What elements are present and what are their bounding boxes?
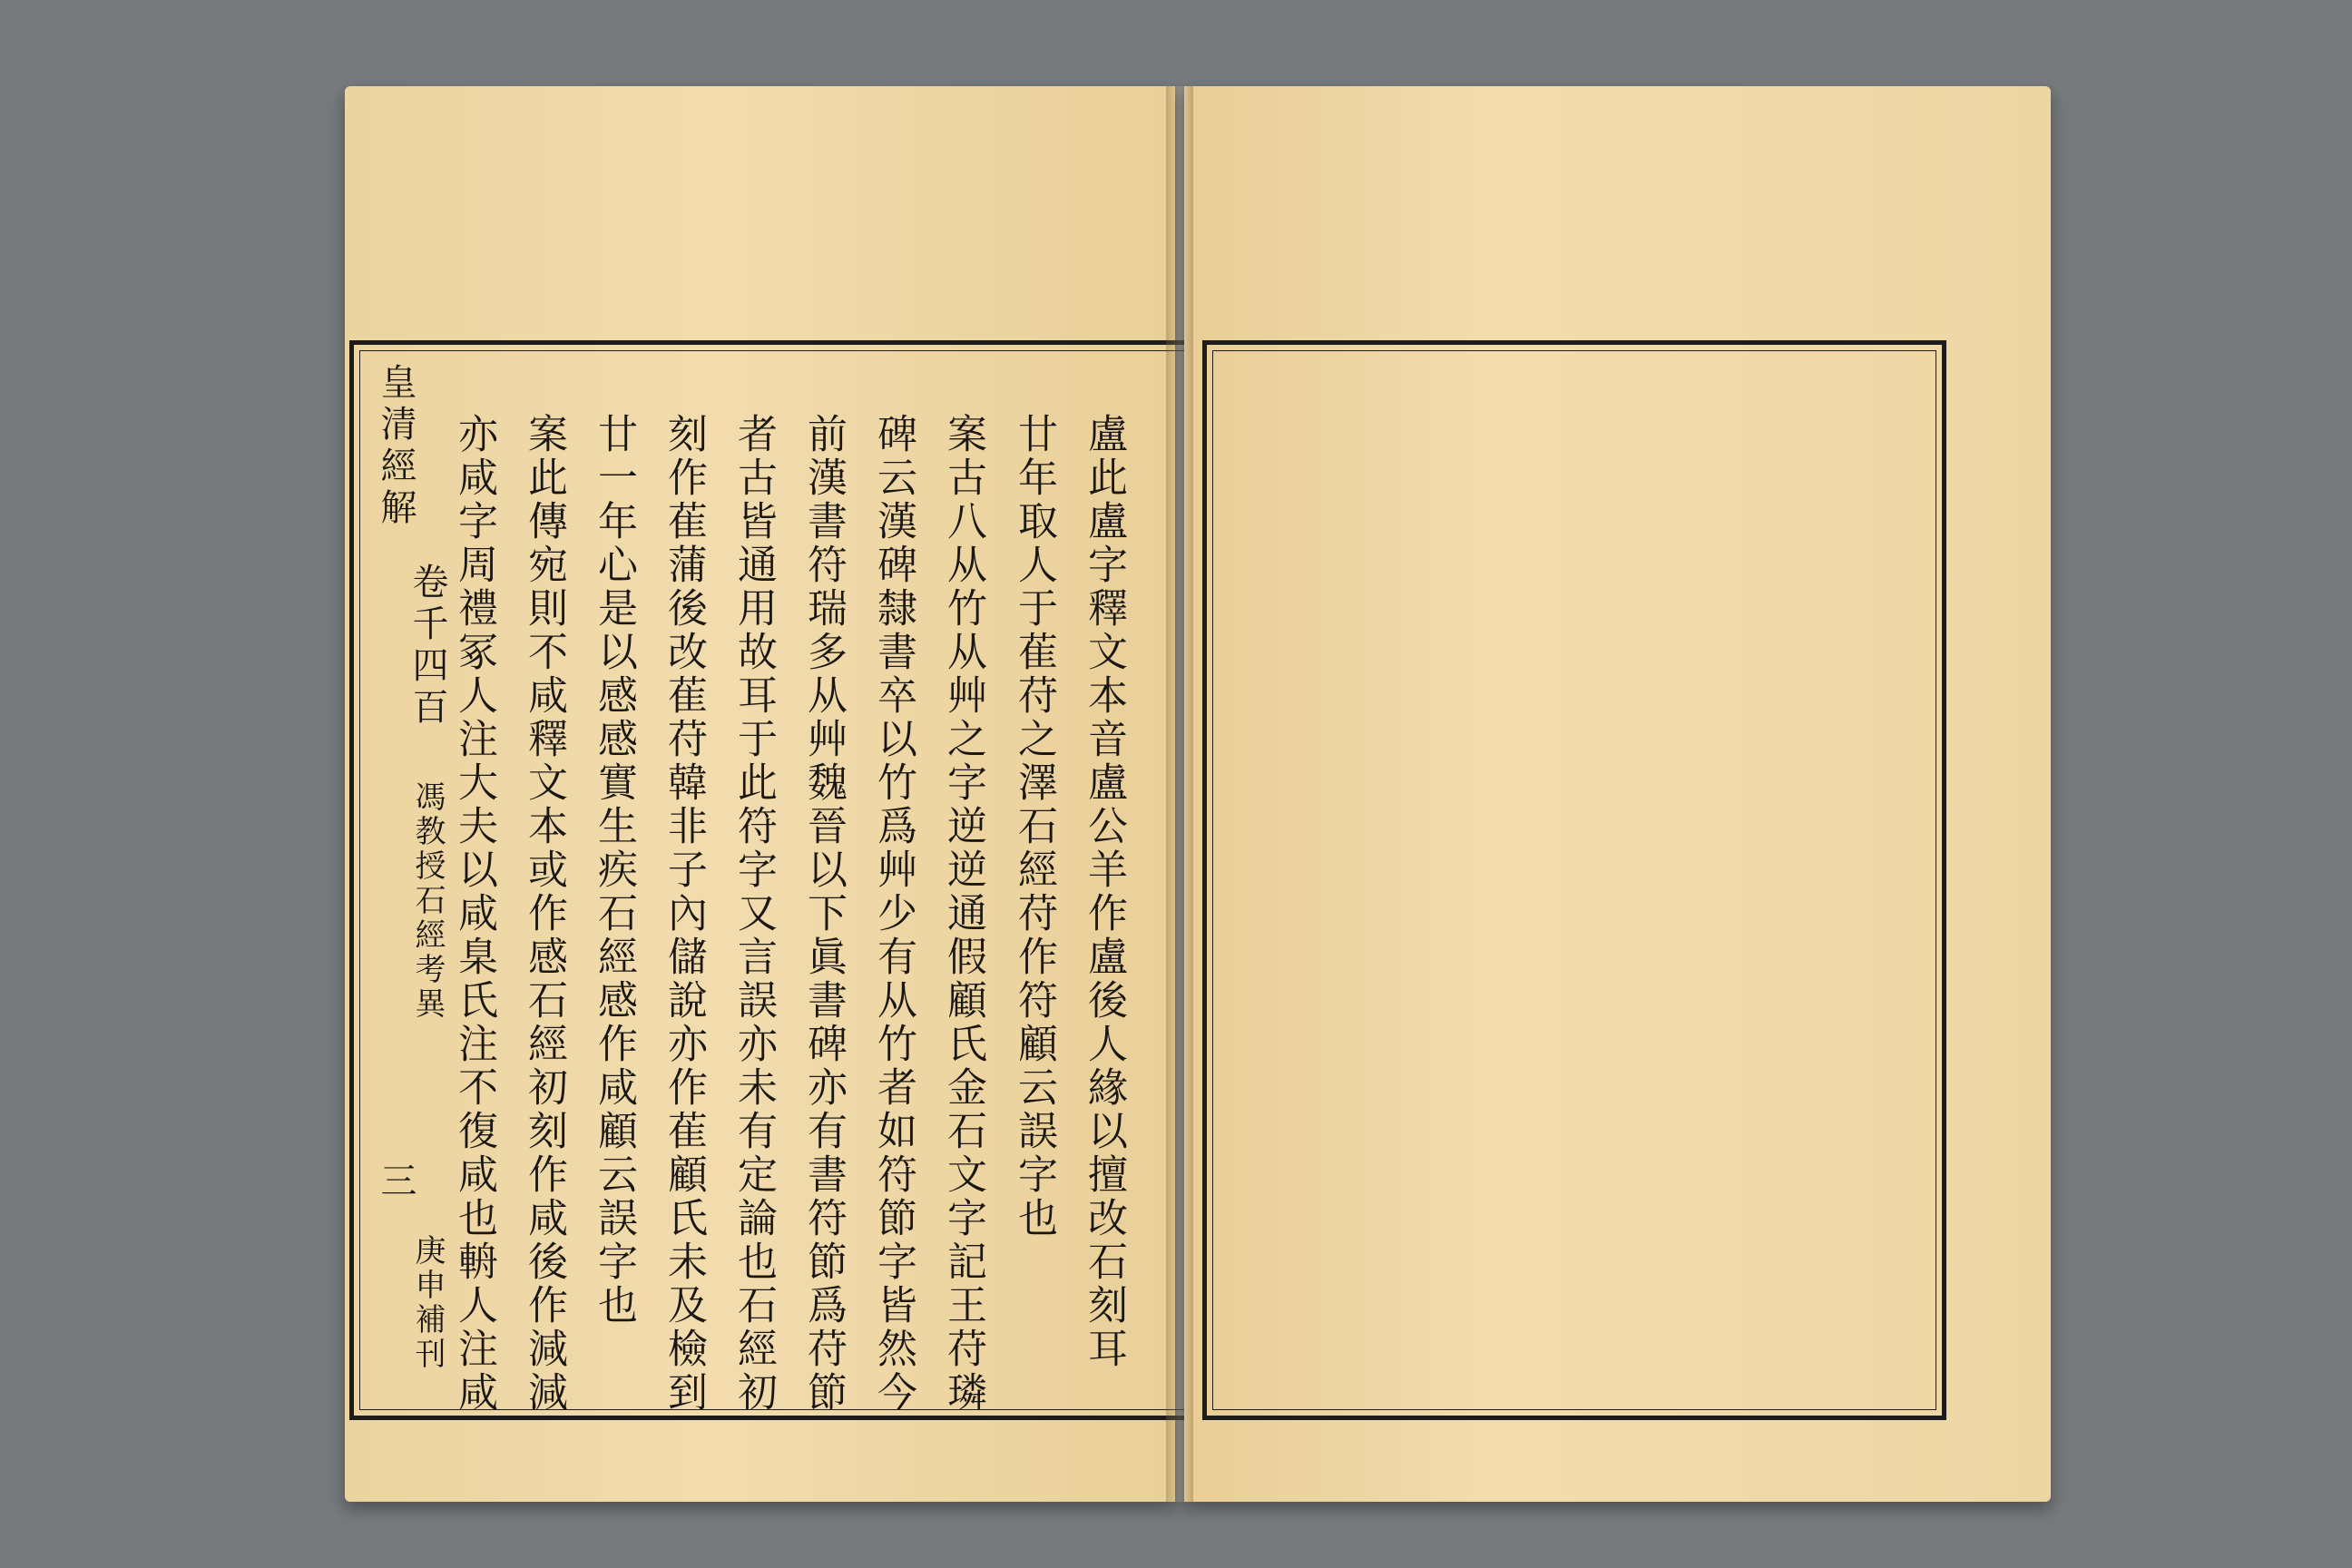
right-page-frame	[1202, 340, 1946, 1420]
left-revision-note: 庚申補刊	[409, 1234, 446, 1372]
right-page	[1184, 86, 2051, 1502]
left-col-3: 案古八从竹从艸之字逆逆通假顧氏金石文字記王苻璘	[940, 413, 986, 1415]
left-col-7: 刻作萑蒲後改萑苻韓非子內儲說亦作萑顧氏未及檢到	[661, 413, 707, 1415]
left-col-2: 廿年取人于萑苻之澤石經苻作符顧云誤字也	[1011, 413, 1057, 1240]
left-col-10: 亦咸字周禮冢人注大夫以咸臬氏注不復咸也輈人注咸	[451, 413, 497, 1415]
left-col-4: 碑云漢碑隸書卒以竹爲艸少有从竹者如符節字皆然今	[870, 413, 916, 1415]
left-col-9: 案此傳宛則不咸釋文本或作感石經初刻作咸後作減減	[521, 413, 567, 1415]
left-center-note: 馮教授石經考異	[409, 780, 446, 1022]
left-col-5: 前漢書符瑞多从艸魏晉以下眞書碑亦有書符節爲苻節	[800, 413, 847, 1415]
left-folio: 三	[375, 1161, 416, 1203]
left-center-volume: 卷千四百	[407, 563, 448, 730]
left-center-title: 皇清經解	[375, 363, 416, 530]
book-gutter	[1166, 86, 1193, 1502]
left-col-6: 者古皆通用故耳于此符字又言誤亦未有定論也石經初	[730, 413, 777, 1415]
left-col-8: 廿一年心是以感感實生疾石經感作咸顧云誤字也	[591, 413, 637, 1328]
left-col-1: 盧此盧字釋文本音盧公羊作盧後人緣以擅改石刻耳	[1081, 413, 1127, 1371]
